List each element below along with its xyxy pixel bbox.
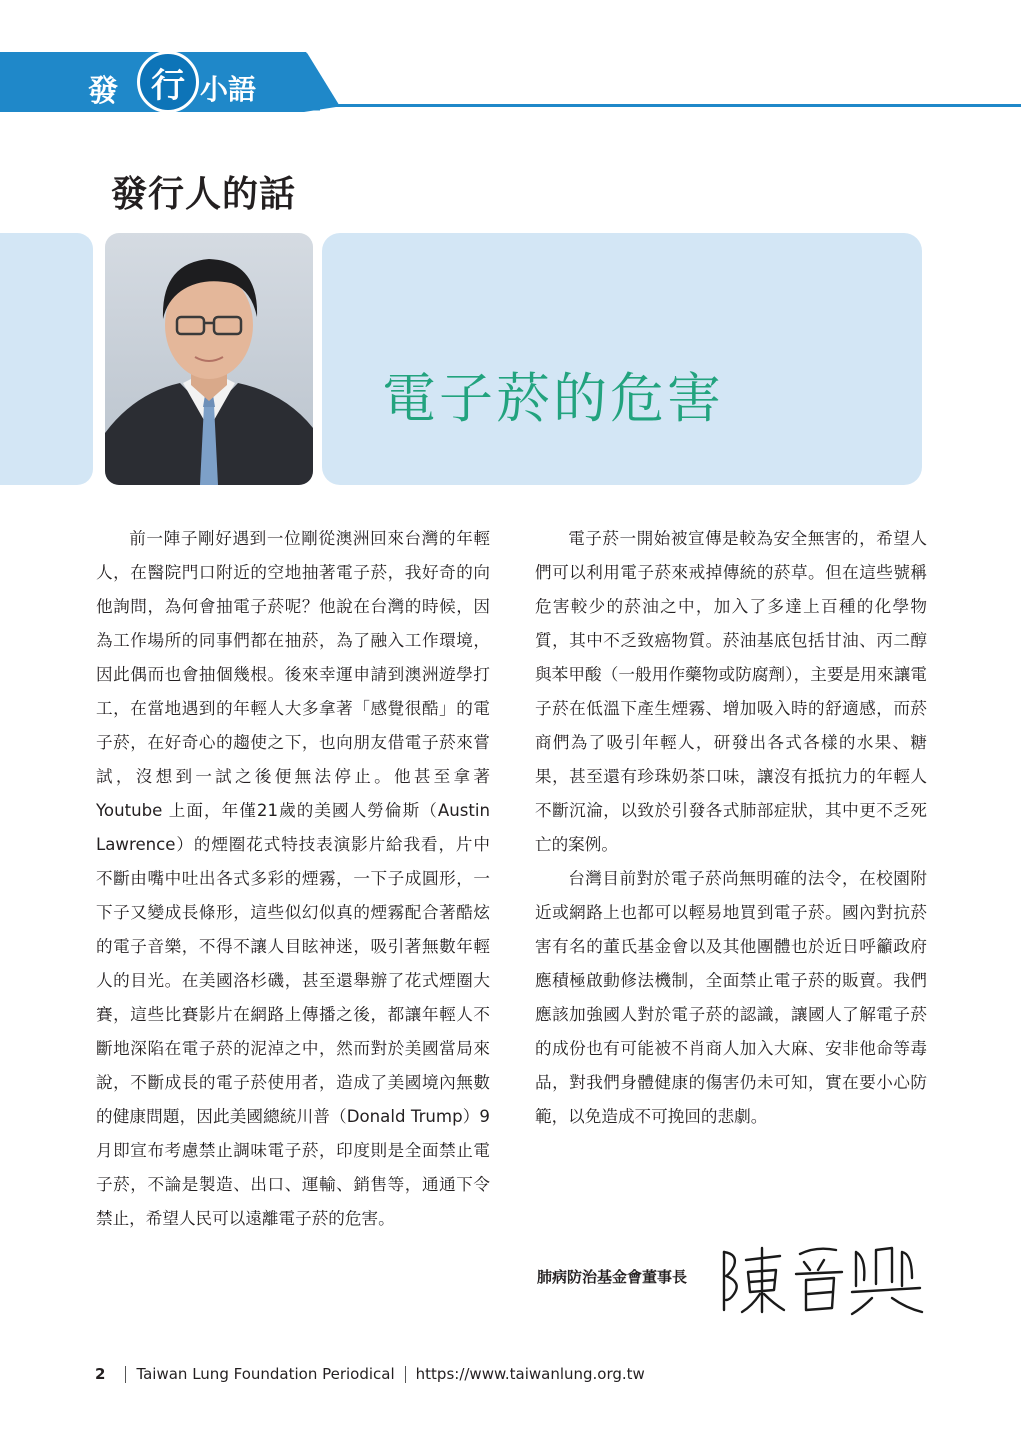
portrait-photo [105,233,313,485]
handwritten-signature [716,1240,926,1318]
section-label-char-3: 小語 [200,73,257,106]
footer-divider [405,1366,406,1383]
page-footer [95,1365,645,1383]
section-label-char-2: 行 [151,65,185,106]
article-column-right [535,522,927,1134]
author-role: 肺病防治基金會董事長 [537,1268,688,1286]
section-label-char-1: 發 [88,74,118,109]
banner-left-panel [0,233,93,485]
article-paragraph: 台灣目前對於電子菸尚無明確的法令，在校園附近或網路上也都可以輕易地買到電子菸。國內對抗菸害有名的董氏基金會以及其他團體也於近日呼籲政府應積極啟動修法機制，全面禁止電子菸的販賣。我們應該加強國人對於電子菸的認識，讓國人了解電子菸的成份也有可能被不肖商人加入大麻、安非他命等毒品，對我們身體健康的傷害仍未可知，實在要小心防範，以免造成不可挽回的悲劇。 [535,869,927,1126]
article-headline: 電子菸的危害 [382,367,724,430]
section-label-circle [137,51,199,113]
page-number: 2 [95,1365,106,1383]
article-paragraph: 電子菸一開始被宣傳是較為安全無害的，希望人們可以利用電子菸來戒掉傳統的菸草。但在這些號稱危害較少的菸油之中，加入了多達上百種的化學物質，其中不乏致癌物質。菸油基底包括甘油、丙二醇與苯甲酸（一般用作藥物或防腐劑），主要是用來讓電子菸在低溫下產生煙霧、增加吸入時的舒適感，而菸商們為了吸引年輕人，研發出各式各樣的水果、糖果，甚至還有珍珠奶茶口味，讓沒有抵抗力的年輕人不斷沉淪，以致於引發各式肺部症狀，其中更不乏死亡的案例。 [535,529,927,854]
page-title: 發行人的話 [111,173,297,215]
footer-divider [125,1366,126,1383]
publication-name: Taiwan Lung Foundation Periodical [136,1365,395,1383]
website-url[interactable]: https://www.taiwanlung.org.tw [415,1365,645,1383]
article-column-left [96,522,490,1236]
article-paragraph: 前一陣子剛好遇到一位剛從澳洲回來台灣的年輕人，在醫院門口附近的空地抽著電子菸，我好奇的向他詢問，為何會抽電子菸呢？他說在台灣的時候，因為工作場所的同事們都在抽菸，為了融入工作環境，因此偶而也會抽個幾根。後來幸運申請到澳洲遊學打工，在當地遇到的年輕人大多拿著「感覺很酷」的電子菸，在好奇心的趨使之下，也向朋友借電子菸來嘗試，沒想到一試之後便無法停止。他甚至拿著Youtube 上面，年僅21歲的美國人勞倫斯（Austin Lawrence）的煙圈花式特技表演影片給我看，片中不斷由嘴中吐出各式多彩的煙霧，一下子成圓形，一下子又變成長條形，這些似幻似真的煙霧配合著酷炫的電子音樂，不得不讓人目眩神迷，吸引著無數年輕人的目光。在美國洛杉磯，甚至還舉辦了花式煙圈大賽，這些比賽影片在網路上傳播之後，都讓年輕人不斷地深陷在電子菸的泥淖之中，然而對於美國當局來說，不斷成長的電子菸使用者，造成了美國境內無數的健康問題，因此美國總統川普（Donald Trump）9 月即宣布考慮禁止調味電子菸，印度則是全面禁止電子菸，不論是製造、出口、運輸、銷售等，通通下令禁止，希望人民可以遠離電子菸的危害。 [96,529,490,1228]
